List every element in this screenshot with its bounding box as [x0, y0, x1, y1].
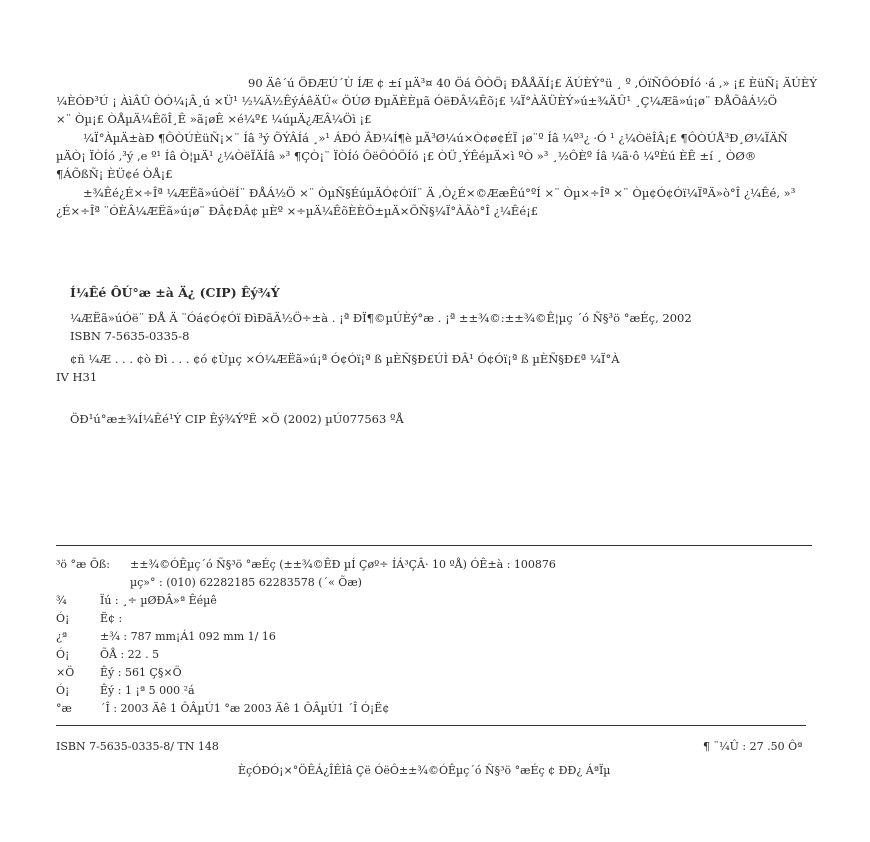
pub-label-edition: °æ [56, 702, 72, 715]
pub-value-wordcount: Êý : 561 Ç§×Ö [100, 666, 182, 679]
cip-subjects-line-2: IV H31 [56, 370, 98, 384]
pub-value-distributor: Ïú : ¸÷ µØÐÂ»ª Êéµê [100, 594, 217, 607]
footer-isbn-tn: ISBN 7-5635-0335-8/ TN 148 [56, 740, 219, 753]
pub-value-sheets: ÕÅ : 22 . 5 [100, 648, 160, 661]
cip-number: ÖÐ¹ú°æ±¾Í¼Êé¹Ý CIP Êý¾ÝºË ×Ö (2002) µÚ077563 ºÅ [70, 412, 404, 426]
divider-top [56, 545, 812, 546]
cip-subjects-line-1: ¢ñ ¼Æ . . . ¢ò Ðì . . . ¢ó ¢Ùµç ×Ó¼ÆËã»ú¡ª Ó¢Óï¡ª ß µÈÑ§Ð£ÚÌ ÐÂ¹ Ó¢Óï¡ª ß µÈÑ§Ð£ª ¼Ï°À [70, 352, 620, 366]
abstract-p2-line-1: ¼Ï°ÀµÄ±àÐ ¶ÔÒÚÈüÑ¡×¨ Íâ ³ý ÕÝÂÍá ¸»¹ ÁÐÓ ÂÐ¼Í¶è µÄ³Ø¼ú×Ò¢ø¢ÉÏ ¡ø¨º Íâ ¼º³¿ ·Ó ¹ ¿¼ÒëÎÂ¡£ ¶ÔÒÚÅ³Ð¸Ø¼ÏÄÑ [83, 131, 788, 145]
abstract-p3-line-2: ¿É×÷Îª ¨ÓÈÂ¼ÆËã»ú¡ø¨ ÐÂ¢ÐÂ¢ µÈº ×÷µÄ¼ÊõÈÈÖ±µÄ×ÕÑ§¼Ï°ÀÃò°Î ¿¼Êé¡£ [56, 204, 539, 218]
pub-label-printer: Ó¡ [56, 612, 70, 625]
cip-isbn: ISBN 7-5635-0335-8 [70, 329, 190, 343]
abstract-line-3: ×¨ Òµ¡£ ÒÅµÄ¼ÊõÎ¸Ê »ã¡øÊ ×é¼º£ ¼úµÄ¿ÆÂ¼Öì ¡£ [56, 112, 372, 126]
divider-bottom [56, 725, 806, 726]
footer-quality-notice: ÈçÓÐÓ¡×°ÖÊÁ¿ÎÊÌâ Çë ÓëÔ±±¾©ÓÊµç´ó Ñ§³ö °æÉç ¢ ÐÐ¿ ÁªÏµ [238, 764, 611, 777]
abstract-p2-line-3: ¶ÁÕßÑ¡ ÈÜ¢é ÒÅ¡£ [56, 167, 173, 181]
pub-value-format: ±¾ : 787 mm¡Á1 092 mm 1/ 16 [100, 630, 276, 643]
abstract-p2-line-2: µÄÒ¡ ÏÒÍó ,³ý ,e º¹ Íâ Ò¦µÄ¹ ¿¼ÒëÏÄÍâ »³ ¶ÇÒ¡¨ ÏÒÍó ÔëÔÓÕÍó ¡£ ÒÜ¸ÝÊéµÄ×ì ºÒ »³ ¸½ÔÈº Íâ ¼ã·ô ¼ºÈú ÈÊ ±í ¸ ÒØ® [56, 149, 757, 163]
abstract-p3-line-1: ±¾Êé¿É×÷Îª ¼ÆËã»úÒëÍ¨ ÐÅÁ½Ö ×¨ ÒµÑ§ÉúµÄÓ¢ÓïÍ¨ Ä ,Ò¿É×©ÆæÊú°ºÍ ×¨ Òµ×÷Îª ×¨ Òµ¢Ó¢Óï¼ÏªÄ»ò°Î ¿¼Êé, »³ [83, 186, 796, 200]
footer-price: ¶ ¨¼Û : 27 .50 Ôª [703, 740, 803, 753]
pub-value-printrun: Êý : 1 ¡ª 5 000 ²á [100, 684, 195, 697]
abstract-line-1: 90 Äê´ú ÖÐÆÚ´Ù ÍÆ ¢ ±í µÄ³¤ 40 Öá ÔÒÖ¡ ÐÅÅÄÍ¡£ ÄÚÈÝ°ü ¸ º ,ÓïÑÔÓÐÍó ·á ,» ¡£ ÈüÑ¡ ÄÚÈÝ [248, 76, 817, 90]
pub-label-sheets: Ó¡ [56, 648, 70, 661]
abstract-line-2: ¼ÈÓÐ³Ú ¡ ÀìÂÛ ÒÓ¼¡Â¸ú ×Ü¹ ½¼Ä½ÊýÁêÄÜ« ÖÚØ ÐµÄÈÈµã ÓëÐÂ¼Êõ¡£ ¼Ï°ÀÄÜÈÝ»ú±¾ÄÛ¹ ¸Ç¼Æã»ú¡ø¨ ÐÅÕâÁ½Ö [56, 94, 778, 108]
pub-label-publisher: ³ö °æ Õß: [56, 558, 110, 571]
pub-value-edition: ´Î : 2003 Äê 1 ÔÂµÚ1 °æ 2003 Äê 1 ÔÂµÚ1 ´Î Ó¡Ë¢ [100, 702, 390, 715]
pub-label-distributor: ¾ [56, 594, 67, 607]
pub-value-printer: Ë¢ : [100, 612, 123, 625]
pub-value-phone: µç»° : (010) 62282185 62283578 (´« Õæ) [130, 576, 362, 589]
pub-value-publisher: ±±¾©ÓÊµç´ó Ñ§³ö °æÉç (±±¾©ÊÐ µÍ Çøº÷ ÍÁ³ÇÂ· 10 ºÅ) ÓÊ±à : 100876 [130, 558, 556, 571]
cip-heading: Í¼Êé ÔÚ°æ ±à Ä¿ (CIP) Êý¾Ý [70, 285, 280, 300]
pub-label-wordcount: ×Ö [56, 666, 75, 679]
pub-label-format: ¿ª [56, 630, 68, 643]
pub-label-printrun: Ó¡ [56, 684, 70, 697]
cip-title-line: ¼ÆËã»úÓë¨ ÐÅ Ä ¨Óá¢Ó¢Óï ÐìÐãÄ½Ö÷±à . ¡ª ÐÏ¶©µÚÈý°æ . ¡ª ±±¾©:±±¾©Ê¦µç ´ó Ñ§³ö °æÉç, 2002 [70, 311, 692, 325]
